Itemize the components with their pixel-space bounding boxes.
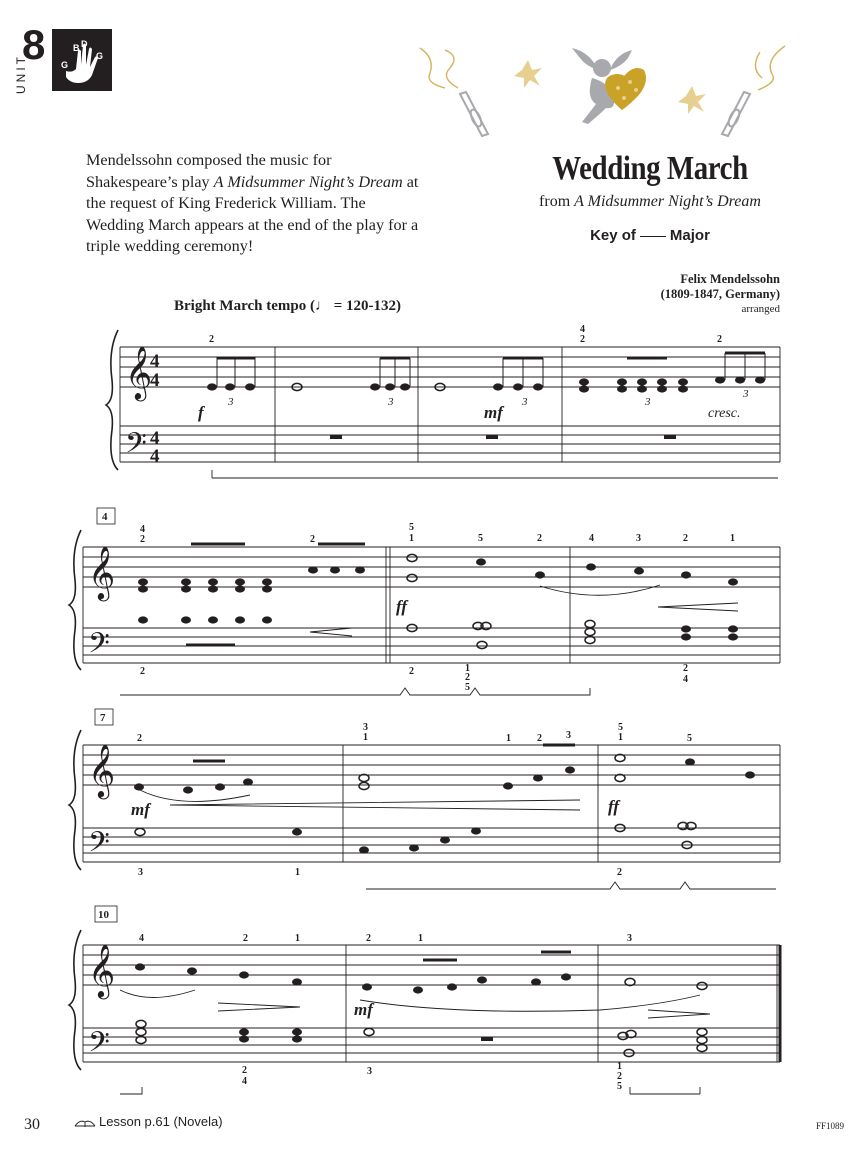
svg-text:2: 2: [310, 534, 315, 545]
open-book-icon: [74, 1116, 96, 1128]
key-suffix: Major: [669, 227, 710, 244]
svg-text:2: 2: [683, 533, 688, 544]
svg-text:1: 1: [295, 867, 300, 878]
svg-text:2: 2: [537, 733, 542, 744]
svg-text:5: 5: [618, 722, 623, 733]
hand-note-g-high: G: [96, 51, 104, 61]
quarter-note-icon: ♩: [314, 298, 330, 314]
subtitle-source: A Midsummer Night’s Dream: [574, 193, 761, 210]
triplet-label: 3: [228, 396, 234, 408]
svg-text:3: 3: [627, 933, 632, 944]
svg-text:𝄞: 𝄞: [88, 745, 116, 796]
page-number: 30: [24, 1116, 40, 1133]
svg-text:4: 4: [580, 324, 585, 335]
svg-text:5: 5: [409, 522, 414, 533]
composer-dates: (1809-1847, Germany): [660, 287, 780, 301]
intro-text-1: Mendelssohn composed the music for Shakespeare’s play: [86, 151, 332, 191]
bass-clef-icon: 𝄢: [125, 429, 147, 466]
tempo-range: = 120-132): [329, 298, 401, 314]
svg-text:2: 2: [209, 334, 214, 345]
svg-text:4: 4: [150, 446, 160, 467]
dynamic-marking: f: [198, 403, 204, 422]
whole-rest-icon: [330, 435, 342, 439]
svg-text:1: 1: [730, 533, 735, 544]
system-4: [83, 945, 780, 1094]
svg-text:𝄢: 𝄢: [88, 1028, 110, 1065]
svg-text:3: 3: [138, 867, 143, 878]
svg-text:𝄞: 𝄞: [88, 547, 116, 598]
svg-text:2: 2: [537, 533, 542, 544]
svg-text:2: 2: [617, 1071, 622, 1082]
svg-text:5: 5: [617, 1081, 622, 1092]
svg-text:3: 3: [636, 533, 641, 544]
svg-text:4: 4: [589, 533, 594, 544]
arrangement-note: arranged: [741, 303, 780, 315]
svg-text:1: 1: [506, 733, 511, 744]
svg-text:2: 2: [683, 663, 688, 674]
treble-clef-icon: 𝄞: [125, 347, 153, 398]
svg-text:4: 4: [242, 1076, 247, 1087]
dynamic-marking: ff: [608, 797, 620, 816]
time-signature-bottom: 4: [150, 370, 160, 391]
svg-text:4: 4: [139, 933, 144, 944]
svg-text:4: 4: [150, 428, 160, 449]
lesson-reference[interactable]: [74, 1114, 223, 1129]
hand-note-b: B: [73, 43, 80, 53]
svg-text:5: 5: [687, 733, 692, 744]
svg-text:1: 1: [418, 933, 423, 944]
triplet-label: 3: [388, 396, 394, 408]
svg-text:1: 1: [363, 732, 368, 743]
svg-text:2: 2: [242, 1065, 247, 1076]
lesson-reference-text: Lesson p.61 (Novela): [99, 1114, 223, 1129]
unit-label: UNIT: [14, 54, 28, 94]
svg-text:𝄢: 𝄢: [88, 629, 110, 666]
svg-text:5: 5: [465, 682, 470, 693]
tempo-label: Bright March tempo (: [174, 298, 315, 314]
svg-text:2: 2: [366, 933, 371, 944]
svg-text:1: 1: [295, 933, 300, 944]
triplet-label: 3: [743, 388, 749, 400]
triplet-label: 3: [522, 396, 528, 408]
svg-text:1: 1: [618, 732, 623, 743]
svg-text:2: 2: [140, 666, 145, 677]
key-prefix: Key of: [590, 227, 636, 244]
dynamic-marking: ff: [396, 597, 408, 616]
dynamic-marking: cresc.: [708, 406, 741, 421]
svg-text:2: 2: [409, 666, 414, 677]
svg-text:3: 3: [363, 722, 368, 733]
hand-note-d: D: [81, 39, 88, 49]
svg-text:4: 4: [140, 524, 145, 535]
svg-text:1: 1: [617, 1061, 622, 1072]
svg-text:2: 2: [717, 334, 722, 345]
svg-text:2: 2: [617, 867, 622, 878]
product-code: FF1089: [815, 1121, 844, 1131]
svg-text:2: 2: [243, 933, 248, 944]
composer-name: Felix Mendelssohn: [680, 272, 780, 286]
time-signature-top: 4: [150, 351, 160, 372]
system-3: [83, 745, 780, 889]
crescendo-hairpin: [310, 628, 352, 636]
svg-text:2: 2: [465, 672, 470, 683]
dynamic-marking: mf: [131, 800, 150, 819]
intro-text-2: at the request of King Frederick William. The Wedding March appears at the end of the play for a triple wedding ceremony!: [86, 172, 419, 256]
svg-text:𝄞: 𝄞: [88, 945, 116, 996]
svg-text:2: 2: [580, 334, 585, 345]
svg-text:3: 3: [367, 1066, 372, 1077]
svg-text:4: 4: [683, 674, 688, 685]
svg-text:1: 1: [465, 663, 470, 674]
hand-note-g-low: G: [61, 60, 69, 70]
triplet-label: 3: [645, 396, 651, 408]
measure-number: 4: [102, 511, 108, 523]
svg-text:2: 2: [137, 733, 142, 744]
dynamic-marking: mf: [484, 403, 503, 422]
crescendo-hairpin: [170, 800, 580, 810]
measure-number: 10: [98, 909, 109, 921]
intro-play-title: A Midsummer Night’s Dream: [213, 172, 403, 191]
svg-text:5: 5: [478, 533, 483, 544]
svg-text:𝄢: 𝄢: [88, 828, 110, 865]
piece-title: Wedding March: [552, 150, 748, 187]
unit-number: 8: [22, 21, 46, 68]
svg-text:2: 2: [140, 534, 145, 545]
svg-text:1: 1: [409, 533, 414, 544]
decrescendo-hairpin: [648, 1010, 710, 1018]
system-1: [120, 347, 780, 478]
decrescendo-hairpin: [218, 1003, 300, 1011]
subtitle-prefix: from: [539, 193, 575, 210]
dynamic-marking: mf: [354, 1000, 373, 1019]
decrescendo-hairpin: [658, 603, 738, 611]
svg-text:3: 3: [566, 730, 571, 741]
measure-number: 7: [100, 712, 106, 724]
